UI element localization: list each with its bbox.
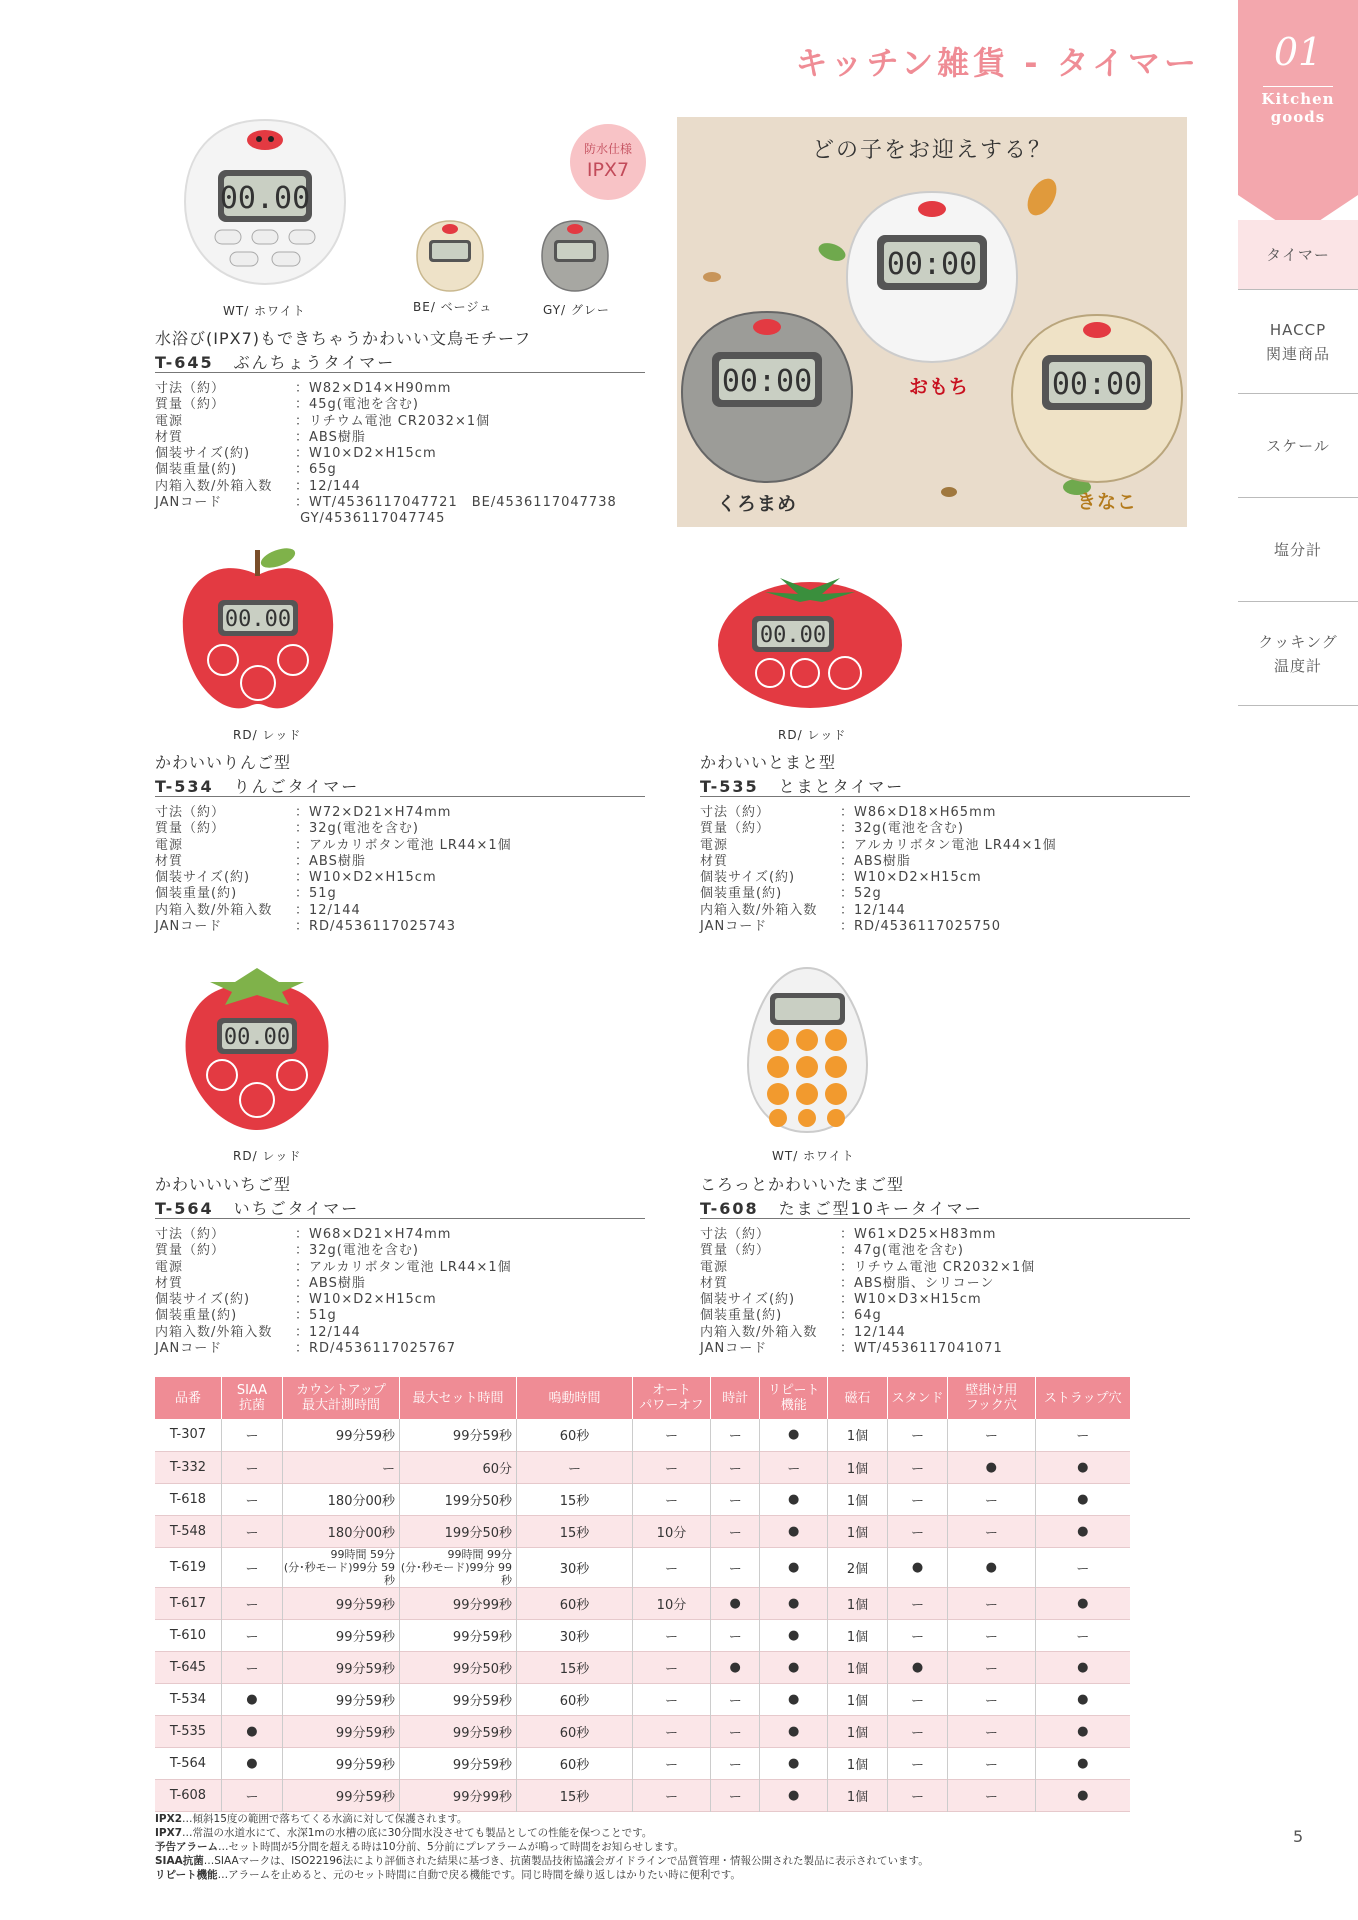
footnote-term: SIAA抗菌	[155, 1855, 204, 1867]
table-header-cell: 品番	[155, 1377, 221, 1419]
sidebar-item-haccp[interactable]: HACCP 関連商品	[1238, 290, 1358, 394]
strawberry-timer-image	[180, 960, 335, 1135]
table-cell: ●	[1077, 1491, 1089, 1507]
table-cell: ー	[710, 1515, 760, 1547]
table-cell: ●	[1077, 1755, 1089, 1771]
waterproof-badge: 防水仕様 IPX7	[570, 124, 646, 200]
table-cell: ー	[221, 1587, 282, 1619]
name-tag-kinako: きなこ	[1077, 491, 1138, 513]
spec-list: 寸法（約） ：W82×D14×H90mm 質量（約） ：45g(電池を含む) 電源 ：リチウム電池 CR2032×1個 材質 ：ABS樹脂 個装サイズ(約) ：W10×D2×H15cm 個装重量(約) ：65g 内箱入数/外箱入数 ：12/144 JANコード ：WT/4536117047721 BE/4536117047738 GY/4536117047745	[155, 381, 617, 527]
table-row	[155, 1419, 1130, 1451]
table-header-cell: オート パワーオフ	[632, 1377, 710, 1419]
table-cell: ●	[760, 1779, 827, 1811]
footnote	[155, 1840, 929, 1854]
table-cell: ー	[888, 1419, 948, 1451]
table-cell: ●	[888, 1547, 948, 1587]
bunchou-timer-beige-image	[415, 218, 485, 294]
table-cell: ー	[948, 1483, 1035, 1515]
table-header-cell: 時計	[710, 1377, 760, 1419]
footnote	[155, 1854, 929, 1868]
table-cell: 1個	[827, 1419, 887, 1451]
table-cell: ー	[948, 1683, 1035, 1715]
table-header-row	[155, 1377, 1130, 1419]
side-nav	[1238, 220, 1358, 706]
color-label: RD/ レッド	[233, 1149, 302, 1163]
table-cell: 99時間 99分 (分･秒モード)99分 99秒	[400, 1547, 517, 1587]
table-cell: 60秒	[517, 1715, 633, 1747]
footnote-term: リピート機能	[155, 1869, 218, 1881]
table-cell: 1個	[827, 1715, 887, 1747]
table-cell: ー	[1076, 1629, 1090, 1645]
table-cell: ●	[1035, 1715, 1130, 1747]
photo-illustration	[677, 117, 1187, 527]
sidebar	[1238, 0, 1358, 720]
bunchou-timer-gray-image	[540, 218, 610, 294]
table-cell: ー	[888, 1683, 948, 1715]
table-cell: 30秒	[517, 1619, 633, 1651]
footnote-term: 予告アラーム	[155, 1841, 218, 1853]
table-cell: ー	[888, 1451, 948, 1483]
svg-text:00.00: 00.00	[223, 1025, 291, 1050]
tomato-timer-image	[710, 560, 910, 715]
svg-text:00.00: 00.00	[224, 607, 292, 632]
table-row	[155, 1651, 1130, 1683]
table-cell: ー	[221, 1483, 282, 1515]
table-cell: 199分50秒	[400, 1515, 517, 1547]
table-cell: ー	[710, 1683, 760, 1715]
table-cell: ●	[760, 1651, 827, 1683]
product-name: かわいいいちご型	[155, 1175, 292, 1194]
table-cell: T-534	[155, 1683, 221, 1715]
table-cell: ー	[632, 1715, 710, 1747]
table-cell: ー	[710, 1419, 760, 1451]
table-cell: 15秒	[517, 1779, 633, 1811]
table-header-cell: リピート 機能	[760, 1377, 827, 1419]
section-label: Kitchen goods	[1261, 90, 1335, 126]
table-cell: ー	[632, 1451, 710, 1483]
table-cell: T-645	[155, 1651, 221, 1683]
spec-list: 寸法（約） ：W61×D25×H83mm 質量（約） ：47g(電池を含む) 電源 ：リチウム電池 CR2032×1個 材質 ：ABS樹脂、シリコーン 個装サイズ(約) ：W10×D3×H15cm 個装重量(約) ：64g 内箱入数/外箱入数 ：12/144 JANコード ：WT/4536117041071	[700, 1227, 1036, 1357]
table-cell: 99分59秒	[283, 1619, 400, 1651]
table-cell: 60分	[400, 1451, 517, 1483]
table-cell: ー	[632, 1483, 710, 1515]
table-cell: 99分59秒	[283, 1419, 400, 1451]
table-cell: ●	[760, 1715, 827, 1747]
color-label: BE/ ベージュ	[413, 300, 493, 314]
table-cell: ー	[517, 1451, 633, 1483]
product-name: かわいいとまと型	[700, 753, 837, 772]
product-name: かわいいりんご型	[155, 753, 292, 772]
table-cell: ●	[1035, 1515, 1130, 1547]
table-header-cell: 磁石	[827, 1377, 887, 1419]
table-cell: ー	[948, 1619, 1035, 1651]
table-cell: 1個	[827, 1619, 887, 1651]
table-cell: ー	[221, 1779, 282, 1811]
table-header-cell: SIAA 抗菌	[221, 1377, 282, 1419]
footnote-text: …SIAAマークは、ISO22196法により評価された結果に基づき、抗菌製品技術協議会ガイドラインで品質管理・情報公開された製品に表示されています。	[203, 1855, 929, 1867]
table-cell: 1個	[827, 1683, 887, 1715]
table-cell: ●	[760, 1515, 827, 1547]
table-cell: ー	[888, 1715, 948, 1747]
footnote-text: …アラームを止めると、元のセット時間に自動で戻る機能です。同じ時間を繰り返しはかりたい時に便利です。	[217, 1869, 741, 1881]
table-cell: 99分59秒	[400, 1747, 517, 1779]
table-header-cell: スタンド	[888, 1377, 948, 1419]
table-cell: ー	[1076, 1561, 1090, 1577]
table-cell: ー	[221, 1515, 282, 1547]
table-cell: T-617	[155, 1587, 221, 1619]
divider	[700, 1218, 1190, 1219]
svg-text:00:00: 00:00	[721, 364, 813, 399]
table-cell: 15秒	[517, 1651, 633, 1683]
apple-timer-image	[178, 540, 338, 715]
table-cell: ー	[221, 1419, 282, 1451]
table-cell: 60秒	[517, 1587, 633, 1619]
table-cell: ●	[1077, 1691, 1089, 1707]
table-cell: ー	[710, 1779, 760, 1811]
table-cell: 99分59秒	[283, 1651, 400, 1683]
table-cell: 1個	[827, 1779, 887, 1811]
table-cell: 180分00秒	[283, 1483, 400, 1515]
photo-caption: どの子をお迎えする？	[811, 138, 1052, 163]
table-header-cell: カウントアップ 最大計測時間	[283, 1377, 400, 1419]
table-cell: ー	[283, 1451, 400, 1483]
table-cell: ー	[632, 1651, 710, 1683]
table-cell: ●	[221, 1683, 282, 1715]
table-cell: ●	[760, 1547, 827, 1587]
table-row	[155, 1547, 1130, 1587]
table-cell: 99分59秒	[400, 1683, 517, 1715]
name-tag-kuromame: くろまめ	[717, 493, 798, 515]
divider	[155, 1218, 645, 1219]
table-cell: 1個	[827, 1651, 887, 1683]
color-label: WT/ ホワイト	[772, 1149, 855, 1163]
table-cell: ●	[760, 1619, 827, 1651]
page-title: キッチン雑貨 - タイマー	[795, 44, 1200, 82]
color-label: WT/ ホワイト	[223, 304, 306, 318]
table-row	[155, 1683, 1130, 1715]
table-cell: ー	[710, 1715, 760, 1747]
color-label: GY/ グレー	[543, 303, 610, 317]
table-cell: ー	[888, 1619, 948, 1651]
table-cell: ー	[221, 1619, 282, 1651]
table-cell: ー	[948, 1651, 1035, 1683]
table-cell: T-564	[155, 1747, 221, 1779]
footnote-term: IPX2	[155, 1813, 183, 1825]
footnote-text: …傾斜15度の範囲で落ちてくる水滴に対して保護されます。	[182, 1813, 468, 1825]
egg-timer-image	[745, 965, 870, 1135]
divider	[1263, 86, 1333, 87]
table-cell: 10分	[632, 1515, 710, 1547]
footnote	[155, 1868, 929, 1882]
table-cell: ●	[760, 1483, 827, 1515]
table-cell: 99分59秒	[283, 1683, 400, 1715]
table-cell: ー	[710, 1451, 760, 1483]
table-cell: T-332	[155, 1451, 221, 1483]
table-cell: 99分50秒	[400, 1651, 517, 1683]
table-cell: ●	[1035, 1587, 1130, 1619]
section-tag	[1238, 0, 1358, 195]
table-cell: ー	[632, 1779, 710, 1811]
table-cell: ●	[760, 1587, 827, 1619]
table-cell: 99分59秒	[400, 1419, 517, 1451]
table-cell: T-619	[155, 1547, 221, 1587]
table-cell: 60秒	[517, 1419, 633, 1451]
sidebar-item-thermometer[interactable]: クッキング 温度計	[1238, 602, 1358, 706]
table-cell: ー	[710, 1747, 760, 1779]
footnotes	[155, 1812, 929, 1882]
table-cell: ●	[221, 1715, 282, 1747]
table-cell: T-307	[155, 1419, 221, 1451]
table-cell: 10分	[632, 1587, 710, 1619]
table-cell: ー	[888, 1515, 948, 1547]
table-cell: 60秒	[517, 1683, 633, 1715]
table-cell: T-608	[155, 1779, 221, 1811]
table-cell: ー	[760, 1451, 827, 1483]
table-cell: T-618	[155, 1483, 221, 1515]
table-cell: 1個	[827, 1451, 887, 1483]
table-cell: ー	[948, 1587, 1035, 1619]
footnote-text: …セット時間が5分間を超える時は10分前、5分前にプレアラームが鳴って時間をお知らせします。	[218, 1841, 685, 1853]
table-cell: ー	[632, 1683, 710, 1715]
table-cell: 99分59秒	[283, 1587, 400, 1619]
table-cell: ー	[948, 1747, 1035, 1779]
table-cell: ●	[1035, 1451, 1130, 1483]
table-cell: ー	[632, 1547, 710, 1587]
table-cell: 99分59秒	[400, 1715, 517, 1747]
table-cell: ー	[710, 1619, 760, 1651]
table-cell: ●	[888, 1651, 948, 1683]
table-cell: 99分99秒	[400, 1587, 517, 1619]
product-code: T-534 りんごタイマー	[155, 777, 360, 796]
table-cell: ●	[760, 1683, 827, 1715]
table-cell: 99分59秒	[400, 1619, 517, 1651]
svg-text:00.00: 00.00	[219, 181, 311, 216]
table-cell: ●	[1035, 1779, 1130, 1811]
table-cell: ー	[221, 1451, 282, 1483]
table-cell: T-610	[155, 1619, 221, 1651]
product-name: 水浴び(IPX7)もできちゃうかわいい文鳥モチーフ	[155, 329, 532, 348]
product-code: T-564 いちごタイマー	[155, 1199, 360, 1218]
name-tag-omochi: おもち	[909, 376, 970, 398]
table-cell: T-548	[155, 1515, 221, 1547]
table-cell: 1個	[827, 1483, 887, 1515]
table-cell: ●	[710, 1651, 760, 1683]
page-number: 5	[1293, 1827, 1304, 1846]
table-cell: ●	[760, 1747, 827, 1779]
table-row	[155, 1715, 1130, 1747]
table-cell: 199分50秒	[400, 1483, 517, 1515]
table-cell: 1個	[827, 1587, 887, 1619]
table-cell: ー	[710, 1483, 760, 1515]
sidebar-item-timer[interactable]: タイマー	[1238, 220, 1358, 290]
bunchou-timer-white-image	[180, 112, 350, 292]
table-row	[155, 1779, 1130, 1811]
table-cell: ー	[710, 1547, 760, 1587]
spec-list: 寸法（約） ：W86×D18×H65mm 質量（約） ：32g(電池を含む) 電源 ：アルカリボタン電池 LR44×1個 材質 ：ABS樹脂 個装サイズ(約) ：W10×D2×H15cm 個装重量(約) ：52g 内箱入数/外箱入数 ：12/144 JANコード ：RD/4536117025750	[700, 805, 1057, 935]
table-cell: ー	[1076, 1429, 1090, 1445]
product-code: T-645 ぶんちょうタイマー	[155, 353, 396, 372]
table-cell: 99分59秒	[283, 1779, 400, 1811]
sidebar-item-salinity[interactable]: 塩分計	[1238, 498, 1358, 602]
footnote	[155, 1826, 929, 1840]
table-cell: ●	[1035, 1651, 1130, 1683]
color-label: RD/ レッド	[778, 728, 847, 742]
product-code: T-535 とまとタイマー	[700, 777, 905, 796]
table-cell: ●	[948, 1547, 1035, 1587]
section-number: 01	[1273, 30, 1323, 74]
footnote-text: …常温の水道水にて、水深1mの水槽の底に30分間水没させても製品としての性能を保つことです。	[182, 1827, 653, 1839]
table-row	[155, 1515, 1130, 1547]
comparison-table	[155, 1377, 1130, 1812]
table-cell: T-535	[155, 1715, 221, 1747]
table-cell: ●	[948, 1451, 1035, 1483]
svg-text:00.00: 00.00	[759, 623, 827, 648]
table-cell: 99分59秒	[283, 1747, 400, 1779]
table-row	[155, 1483, 1130, 1515]
product-name: ころっとかわいいたまご型	[700, 1175, 905, 1194]
table-cell: ー	[632, 1619, 710, 1651]
svg-text:00:00: 00:00	[1051, 367, 1143, 402]
table-cell: ー	[888, 1483, 948, 1515]
table-cell: 15秒	[517, 1515, 633, 1547]
table-header-cell: 壁掛け用 フック穴	[948, 1377, 1035, 1419]
table-cell: ー	[948, 1419, 1035, 1451]
table-row	[155, 1747, 1130, 1779]
table-cell: 99分99秒	[400, 1779, 517, 1811]
table-cell: ●	[221, 1747, 282, 1779]
table-cell: ●	[710, 1587, 760, 1619]
table-row	[155, 1451, 1130, 1483]
table-cell: ー	[221, 1547, 282, 1587]
table-cell: 60秒	[517, 1747, 633, 1779]
table-cell: 1個	[827, 1515, 887, 1547]
table-header-cell: 最大セット時間	[400, 1377, 517, 1419]
color-label: RD/ レッド	[233, 728, 302, 742]
table-cell: 2個	[827, 1547, 887, 1587]
table-cell: ー	[888, 1779, 948, 1811]
table-cell: 15秒	[517, 1483, 633, 1515]
table-cell: ●	[760, 1419, 827, 1451]
divider	[155, 372, 645, 373]
table-cell: ー	[948, 1715, 1035, 1747]
table-cell: ー	[221, 1651, 282, 1683]
table-header-cell: 鳴動時間	[517, 1377, 633, 1419]
sidebar-item-scale[interactable]: スケール	[1238, 394, 1358, 498]
table-cell: ー	[888, 1747, 948, 1779]
lifestyle-photo	[677, 117, 1187, 527]
spec-list: 寸法（約） ：W68×D21×H74mm 質量（約） ：32g(電池を含む) 電源 ：アルカリボタン電池 LR44×1個 材質 ：ABS樹脂 個装サイズ(約) ：W10×D2×H15cm 個装重量(約) ：51g 内箱入数/外箱入数 ：12/144 JANコード ：RD/4536117025767	[155, 1227, 512, 1357]
table-cell: ー	[948, 1779, 1035, 1811]
product-code: T-608 たまご型10キータイマー	[700, 1199, 983, 1218]
table-cell: ー	[888, 1587, 948, 1619]
footnote	[155, 1812, 929, 1826]
divider	[155, 796, 645, 797]
table-cell: 1個	[827, 1747, 887, 1779]
table-cell: 30秒	[517, 1547, 633, 1587]
table-cell: ー	[632, 1419, 710, 1451]
table-cell: 99分59秒	[283, 1715, 400, 1747]
table-row	[155, 1587, 1130, 1619]
table-header-cell: ストラップ穴	[1035, 1377, 1130, 1419]
table-cell: ー	[948, 1515, 1035, 1547]
table-row	[155, 1619, 1130, 1651]
footnote-term: IPX7	[155, 1827, 183, 1839]
table-cell: 180分00秒	[283, 1515, 400, 1547]
svg-text:00:00: 00:00	[886, 247, 978, 282]
table-cell: 99時間 59分 (分･秒モード)99分 59秒	[283, 1547, 400, 1587]
divider	[700, 796, 1190, 797]
spec-list: 寸法（約） ：W72×D21×H74mm 質量（約） ：32g(電池を含む) 電源 ：アルカリボタン電池 LR44×1個 材質 ：ABS樹脂 個装サイズ(約) ：W10×D2×H15cm 個装重量(約) ：51g 内箱入数/外箱入数 ：12/144 JANコード ：RD/4536117025743	[155, 805, 512, 935]
table-cell: ー	[632, 1747, 710, 1779]
